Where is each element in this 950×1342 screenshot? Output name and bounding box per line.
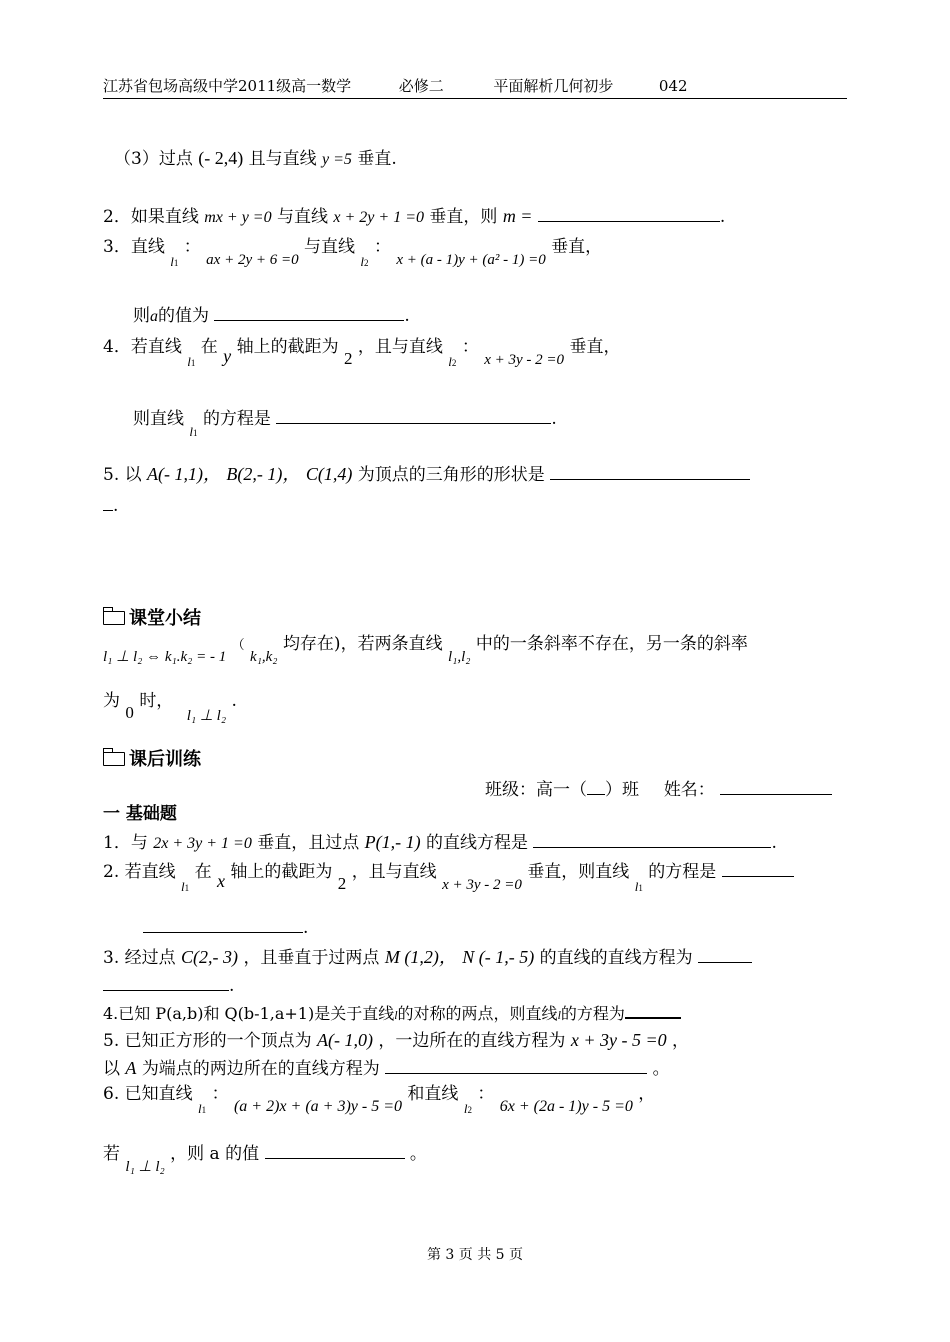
- answer-blank[interactable]: [550, 461, 750, 480]
- header-topic: 平面解析几何初步: [493, 77, 614, 95]
- exercise-2: 2. 若直线 $_{l1}$ 在 x 轴上的截距为 2 ，且与直线 x + 3y - 2 =0 垂直，则直线 $_{l1}$ 的方程是: [103, 858, 794, 885]
- question-5-blank-cont: .: [103, 492, 118, 517]
- header-book: 必修二: [398, 77, 444, 95]
- exercise-6-cont: 若 l₁ ⊥ l₂ ，则 a 的值 。: [103, 1140, 427, 1166]
- class-blank[interactable]: [587, 776, 605, 795]
- after-class-title: 课后训练: [103, 745, 201, 771]
- question-3: 3．直线 $_{l1}$ ： ax + 2y + 6 =0 与直线 $_{l2}$ ： x + (a - 1)y + (a² - 1) =0 垂直，: [103, 237, 603, 269]
- answer-blank[interactable]: [385, 1055, 647, 1074]
- question-4: 4．若直线 $_{l1}$ 在 y 轴上的截距为 2 ，且与直线 $_{l2}$ ： x + 3y - 2 =0 垂直，: [103, 337, 621, 369]
- summary-line-2: 为 0 时， l₁ ⊥ l₂ .: [103, 691, 237, 724]
- header-code: 042: [658, 77, 688, 95]
- exercise-3-blank-cont: .: [103, 972, 234, 997]
- page-header: [103, 76, 847, 99]
- summary-title: 课堂小结: [103, 604, 201, 630]
- question-4-answer: 则直线 $_{l1}$ 的方程是 .: [133, 405, 557, 432]
- question-2: 2．如果直线 mx + y =0 与直线 x + 2y + 1 =0 垂直，则 m = .: [103, 203, 725, 229]
- question-3-answer: 则a的值为 .: [133, 302, 410, 328]
- exercise-5: 5. 已知正方形的一个顶点为 A(- 1,0) ，一边所在的直线方程为 x + 3y - 5 =0 ，: [103, 1030, 689, 1051]
- exercise-2-blank-cont: .: [143, 914, 308, 939]
- basic-title: 一 基础题: [103, 804, 177, 824]
- exercise-4: 4.已知 P(a,b)和 Q(b-1,a+1)是关于直线l的对称的两点，则直线l的方程为: [103, 999, 681, 1026]
- exercise-6: 6. 已知直线 $_{l1}$ ： (a + 2)x + (a + 3)y - 5 =0 和直线 $_{l2}$ ： 6x + (2a - 1)y - 5 =0 ，: [103, 1084, 656, 1116]
- exercise-1: 1．与 2x + 3y + 1 =0 垂直，且过点 P(1,- 1) 的直线方程是 .: [103, 829, 777, 855]
- answer-blank[interactable]: [533, 829, 771, 848]
- answer-blank[interactable]: [265, 1140, 405, 1159]
- question-5: 5. 以 A(- 1,1)， B(2,- 1)， C(1,4) 为顶点的三角形的形状是: [103, 461, 750, 486]
- exercise-5-cont: 以 A 为端点的两边所在的直线方程为 。: [103, 1055, 670, 1080]
- name-blank[interactable]: [720, 776, 832, 795]
- folder-icon: [103, 611, 125, 625]
- folder-icon: [103, 752, 125, 766]
- answer-blank[interactable]: [538, 203, 720, 222]
- answer-blank[interactable]: [698, 944, 752, 963]
- answer-blank[interactable]: [625, 999, 681, 1019]
- answer-blank[interactable]: [276, 405, 551, 424]
- answer-blank[interactable]: [722, 858, 794, 877]
- answer-blank[interactable]: [214, 302, 404, 321]
- problem-3-part: （3）过点 (- 2,4) 且与直线 y =5 垂直.: [114, 148, 397, 169]
- page-footer: 第 3 页 共 5 页: [426, 1247, 524, 1263]
- exercise-3: 3. 经过点 C(2,- 3) ，且垂直于过两点 M (1,2)， N (- 1,- 5) 的直线的直线方程为: [103, 944, 752, 969]
- summary-line-1: l₁ ⊥ l₂ ⇔ k₁.k₂ = - 1 （ k₁,k₂ 均存在)，若两条直线 l₁,l₂ 中的一条斜率不存在，另一条的斜率: [103, 634, 748, 665]
- class-name-row: 班级：高一（ ）班 姓名：: [485, 776, 832, 801]
- header-school: 江苏省包场高级中学2011级高一数学: [103, 77, 352, 95]
